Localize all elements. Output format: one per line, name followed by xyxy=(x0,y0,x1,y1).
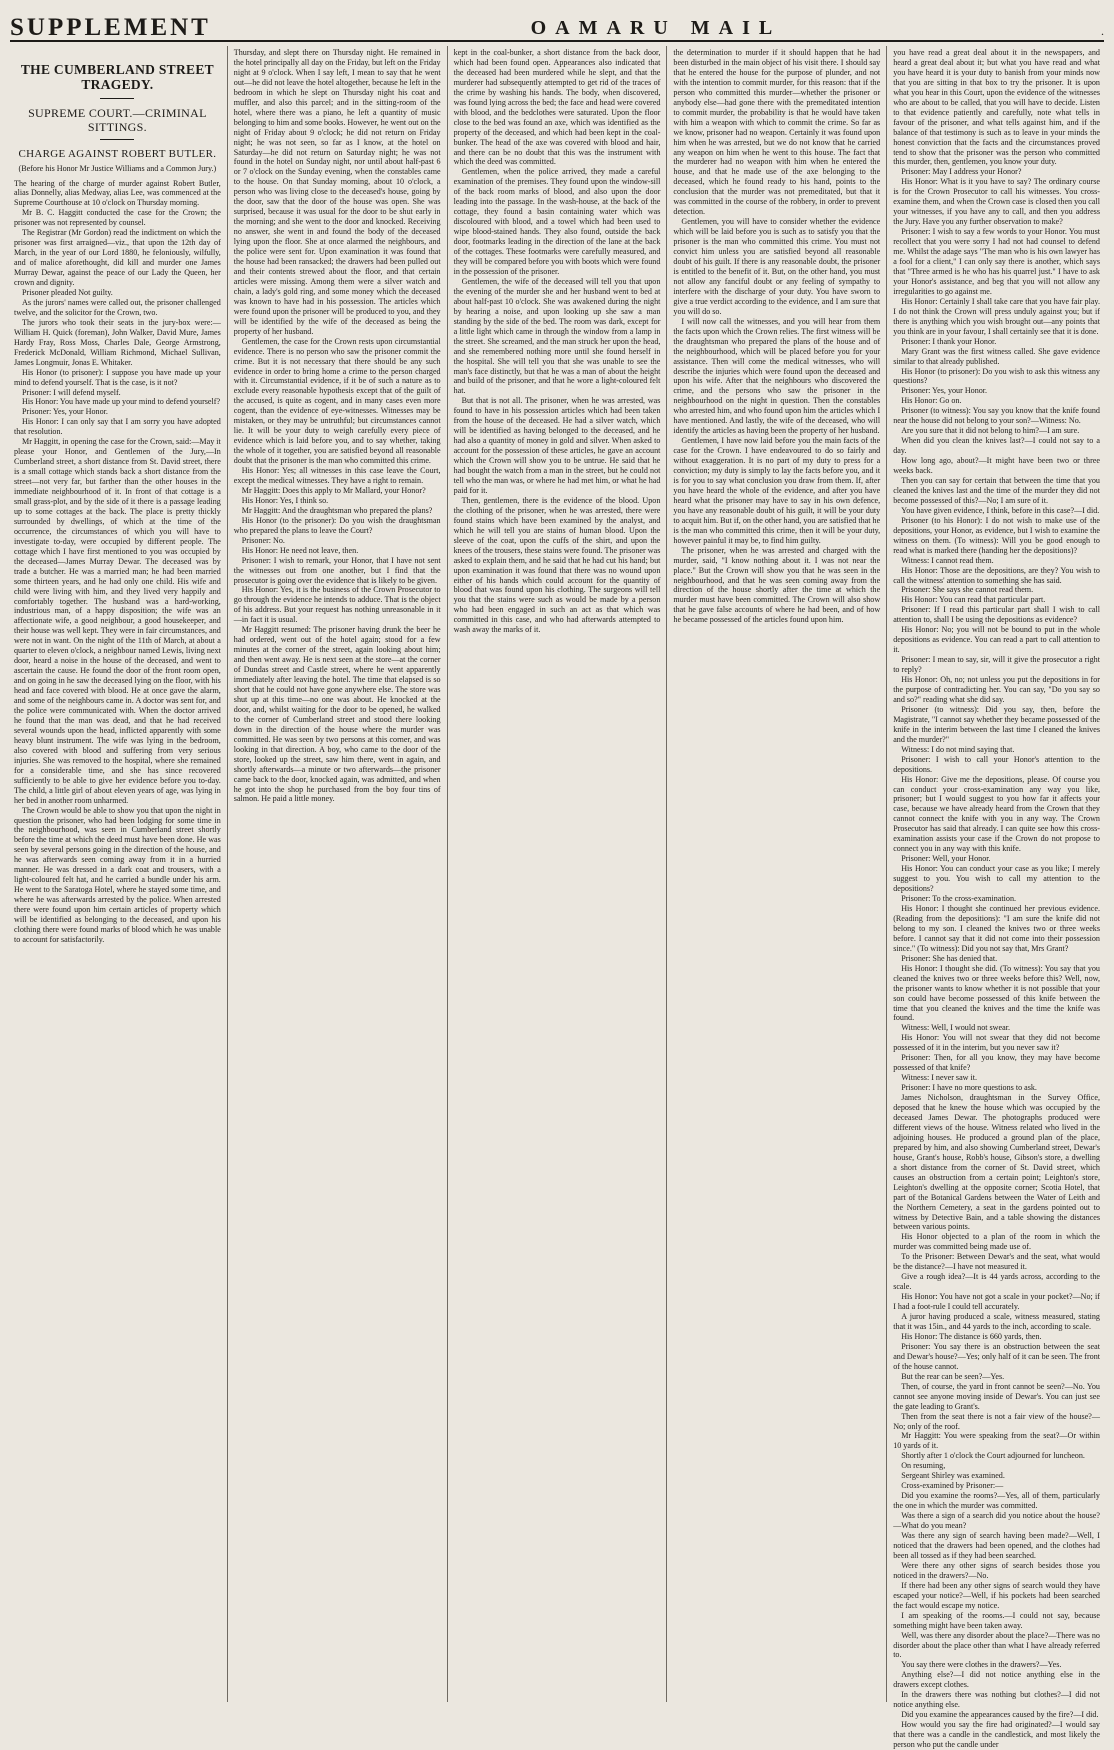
paragraph: His Honor: You will not swear that they did not become possessed of it in the interim, but you never saw it? xyxy=(893,1033,1100,1053)
newspaper-name: OAMARU MAIL xyxy=(530,17,782,39)
paragraph: Gentlemen, I have now laid before you the main facts of the case for the Crown. I have endeavoured to do so fairly and without exaggeration. It is no part of my duty to press for a conviction; my duty is simply to lay the facts before you, and it is for you to say what conclusion you draw from them. If, after you have heard the whole of the evidence, and after you have heard what the prisoner may have to say in his own defence, you have any reasonable doubt of his guilt, it will be your duty to acquit him. But if, on the other hand, you are satisfied that he is the man who committed this crime, then it will be your duty, however painful it may be, to find him guilty. xyxy=(673,436,881,545)
column-2 xyxy=(228,46,448,1702)
paragraph: His Honor: Go on. xyxy=(901,396,962,406)
paragraph: But the rear can be seen?—Yes. xyxy=(901,1371,1005,1381)
paragraph: The hearing of the charge of murder against Robert Butler, alias Donnelly, alias Medway, alias Lee, was commenced at the Supreme Courthouse at 10 o'clock on Thursday morning. xyxy=(14,178,221,208)
paragraph: His Honor: No; you will not be bound to put in the whole depositions as evidence. You can read a part to call attention to it. xyxy=(893,625,1100,655)
paragraph: Mary Grant was the first witness called. She gave evidence similar to that already published. xyxy=(893,346,1100,366)
paragraph: The prisoner, when he was arrested and charged with the murder, said, "I know nothing about it. I was not near the place." But the Crown will show you that he was seen in the neighbourhood, and that he was seen coming away from the direction of the house shortly after the time at which the murder must have been committed. The Crown will also show that he gave false accounts of where he had been, and of how he became possessed of the articles found upon him. xyxy=(673,545,881,625)
paragraph: Prisoner: She says she cannot read them. xyxy=(901,585,1034,595)
paragraph: I am speaking of the rooms.—I could not say, because something might have been taken away. xyxy=(893,1610,1100,1630)
title-rule xyxy=(100,98,134,99)
paragraph: Witness: I cannot read them. xyxy=(901,555,994,565)
masthead xyxy=(10,6,1104,42)
paragraph: the determination to murder if it should happen that he had been disturbed in the main object of his visit there. I should say that he entered the house for the purpose of plunder, and not with the intention to commit murder, for this reason: that if the person who committed this murder—whether the prisoner or anybody else—had gone there with the premeditated intention to commit murder, the probability is that he would have taken with him a weapon with which to commit the crime. So far as we know, prisoner had no weapon. Certainly it was found upon him when he was arrested, but we do not know that he carried any weapon on him when he went to this house. The fact that the murderer had no weapon with him when he entered the house, and that he made use of the axe belonging to the deceased, which he found ready to his hand, points to the conclusion that the murder was not premeditated, but that it was committed in the course of the robbery, in order to prevent detection. xyxy=(673,48,881,217)
paragraph: His Honor: What is it you have to say? The ordinary course is for the Crown Prosecutor to call his witnesses. You cross-examine them, and when the Crown case is closed then you call your witnesses, if you have any to call, and then you address the Jury. Have you any further observation to make? xyxy=(893,177,1100,227)
paragraph: Sergeant Shirley was examined. xyxy=(901,1471,1005,1481)
paragraph: Prisoner: She has denied that. xyxy=(901,953,998,963)
paragraph: Prisoner: Yes, your Honor. xyxy=(22,407,108,417)
paragraph: Mr Haggitt: Does this apply to Mr Mallard, your Honor? xyxy=(241,485,426,495)
paragraph: Were there any other signs of search besides those you noticed in the drawers?—No. xyxy=(893,1560,1100,1580)
supplement-title: SUPPLEMENT xyxy=(10,14,211,41)
paragraph: Prisoner: Then, for all you know, they may have become possessed of that knife? xyxy=(893,1053,1100,1073)
paragraph: Gentlemen, when the police arrived, they made a careful examination of the premises. They found upon the window-sill of the back room marks of blood, and also upon the door leading into the passage. In the wash-house, at the back of the cottage, they found a basin containing water which was discoloured with blood, and a towel which had been used to wipe blood-stained hands. They also found, outside the back door, footmarks leading in the direction of the lane at the back of the cottages. These footmarks were carefully measured, and they will be compared before you with boots which were found in the possession of the prisoner. xyxy=(453,167,661,276)
paragraph: Then, gentlemen, there is the evidence of the blood. Upon the clothing of the prisoner, when he was arrested, there were found stains which have been examined by the analyst, and which he will tell you are stains of human blood. Upon the sleeve of the coat, upon the cuffs of the shirt, and upon the knees of the trousers, these stains were found. The prisoner was asked to explain them, and he said that he had cut his hand; but upon examination it was found that there was no wound upon either of his hands which could account for the quantity of blood that was found upon his clothing. The surgeons will tell you that the stains were such as would be made by a person who had been engaged in such an act as that which was committed in this case, and who had afterwards attempted to wash away the marks of it. xyxy=(453,495,661,635)
paragraph: His Honor objected to a plan of the room in which the murder was committed being made use of. xyxy=(893,1232,1100,1252)
paragraph: Cross-examined by Prisoner:— xyxy=(901,1481,1004,1491)
paragraph: kept in the coal-bunker, a short distance from the back door, which had been found open. Appearances also indicated that the deceased had been murdered while he slept, and that the murderer had subsequently attempted to get rid of the traces of the crime by washing his hands. The body, when discovered, was found lying across the bed; the face and head were covered with blood, and the bedclothes were saturated. Upon the floor close to the bed was found an axe, which was identified as the property of the deceased, and which had been kept in the coal-bunker. The head of the axe was covered with blood and hair, and there can be no doubt that this was the instrument with which the deed was committed. xyxy=(453,48,661,167)
paragraph: His Honor: Oh, no; not unless you put the depositions in for the purpose of contradicting her. You can say, "Do you say so and so?" reading what she did say. xyxy=(893,675,1100,704)
paragraph: Gentlemen, you will have to consider whether the evidence which will be laid before you is such as to satisfy you that the prisoner is the man who committed this crime. You must not convict him unless you are satisfied beyond all reasonable doubt of his guilt. If there is any reasonable doubt, the prisoner is entitled to the benefit of it. But, on the other hand, you must not allow any fanciful doubt or any feeling of sympathy to interfere with the discharge of your duty. You have sworn to give a true verdict according to the evidence, and I am sure that you will do so. xyxy=(673,217,881,316)
paragraph: A juror having produced a scale, witness measured, stating that it was 15in., and 44 yards to the inch, according to scale. xyxy=(893,1312,1100,1331)
paragraph: But that is not all. The prisoner, when he was arrested, was found to have in his possession articles which had been taken from the house of the deceased. He had a silver watch, which will be identified as having belonged to the deceased, and he had also a quantity of money in gold and silver. When asked to account for the possession of these articles, he gave an account which the Crown will show you to be untrue. He said that he had bought the watch from a man in the street, but he could not tell who the man was, or where he had met him, or what he had paid for it. xyxy=(453,396,661,495)
paragraph: Prisoner (to witness): Did you say, then, before the Magistrate, "I cannot say whether they became possessed of the knife in the interim between the last time I cleaned the knives and the murder?" xyxy=(893,704,1100,744)
paragraph: Shortly after 1 o'clock the Court adjourned for luncheon. xyxy=(901,1451,1085,1461)
column-3 xyxy=(448,46,668,1702)
column-2-body xyxy=(234,48,441,804)
paragraph: Give a rough idea?—It is 44 yards across, according to the scale. xyxy=(893,1272,1100,1292)
paragraph: Then, of course, the yard in front cannot be seen?—No. You cannot see anyone moving inside of Dewar's. You can just see the gate leading to Grant's. xyxy=(893,1381,1100,1411)
paragraph: Well, was there any disorder about the place?—There was no disorder about the place other than what I have already referred to. xyxy=(893,1630,1100,1660)
paragraph: Witness: I never saw it. xyxy=(901,1073,978,1083)
court-heading: SUPREME COURT.—CRIMINAL SITTINGS. xyxy=(28,106,207,134)
paragraph: His Honor: You have not got a scale in your pocket?—No; if I had a foot-rule I could tell accurately. xyxy=(893,1292,1100,1312)
paragraph: Mr Haggitt resumed: The prisoner having drunk the beer he had ordered, went out of the hotel again; stood for a few minutes at the corner of the street, again looking about him; and then went away. He is next seen at the store—at the corner of Dundas street and Castle street, where he went apparently immediately after leaving the hotel. The time that elapsed is so short that he could not have gone anywhere else. The store was shut up at this time—no one was about. He knocked at the door, and, whilst waiting for the door to be opened, he walked to the corner of Cumberland street and stood there looking down in the direction of the house where the murder was committed. He was seen by two persons at this corner, and was looking in that direction. A boy, who came to the door of the store, looked up the street, saw him there, went in again, and shortly afterwards—a minute or two afterwards—the prisoner came back to the door, knocked again, was admitted, and when he got into the shop he purchased from the boy four tins of salmon. He paid a little money. xyxy=(233,625,441,804)
paragraph: Did you examine the rooms?—Yes, all of them, particularly the one in which the murder was committed. xyxy=(893,1491,1100,1511)
paragraph: Prisoner (to his Honor): I do not wish to make use of the depositions, your Honor, as evidence, but I wish to examine the witness on them. (To witness): Will you be good enough to read what is marked there (handing her the depositions)? xyxy=(893,515,1100,555)
paragraph: Prisoner: I mean to say, sir, will it give the prosecutor a right to reply? xyxy=(893,655,1100,675)
paragraph: Was there a sign of a search did you notice about the house?—What do you mean? xyxy=(893,1511,1100,1531)
paragraph: His Honor: You can read that particular part. xyxy=(901,595,1046,605)
paragraph: His Honor: I can only say that I am sorry you have adopted that resolution. xyxy=(14,417,221,437)
paragraph: His Honor: The distance is 660 yards, then. xyxy=(901,1331,1042,1341)
paragraph: Then from the seat there is not a fair view of the house?—No; only of the roof. xyxy=(893,1411,1100,1431)
paragraph: Did you examine the appearances caused by the fire?—I did. xyxy=(901,1710,1099,1720)
paragraph: Prisoner: Yes, your Honor. xyxy=(901,386,988,396)
paragraph: Prisoner: You say there is an obstruction between the seat and Dewar's house?—Yes; only half of it can be seen. The front of the house cannot. xyxy=(893,1341,1100,1371)
paragraph: Prisoner: If I read this particular part shall I wish to call attention to, shall I be using the depositions as evidence? xyxy=(893,605,1100,625)
paragraph: Was there any sign of search having been made?—Well, I noticed that the drawers had been opened, and the clothes had been all tossed as if they had been searched. xyxy=(893,1531,1100,1560)
paragraph: Witness: Well, I would not swear. xyxy=(901,1023,1010,1033)
charge-heading: CHARGE AGAINST ROBERT BUTLER. xyxy=(18,148,217,160)
paragraph: His Honor: Those are the depositions, are they? You wish to call the witness' attention to something she has said. xyxy=(893,565,1100,585)
paragraph: Gentlemen, the wife of the deceased will tell you that upon the evening of the murder she and her husband went to bed at about half-past 10 o'clock. She was awakened during the night by hearing a noise, and upon looking up she saw a man standing by the side of the bed. The room was dark, except for a little light which came in through the window from a lamp in the street. She screamed, and the man struck her upon the head, and she remembered nothing more until she found herself in the hospital. She will tell you that she was unable to see the man's face distinctly, but that he was a man of about the height and build of the prisoner, and that he wore a light-coloured felt hat. xyxy=(453,276,661,396)
paragraph: As the jurors' names were called out, the prisoner challenged twelve, and the solicitor for the Crown, two. xyxy=(14,297,221,317)
paragraph: You say there were clothes in the drawers?—Yes. xyxy=(901,1660,1062,1670)
paragraph: His Honor: Give me the depositions, please. Of course you can conduct your cross-examination any way you like, prisoner; but I would suggest to you how far it affects your case, because we have already heard from the Crown that they cannot connect the knife with you in any way. The Crown Prosecutor has said that already. I can quite see how this cross-examination assists your case if the Crown do not propose to connect you in any way with this knife. xyxy=(893,774,1100,854)
paragraph: Prisoner: No. xyxy=(241,535,285,545)
column-3-body xyxy=(454,48,661,635)
paragraph: His Honor: You can conduct your case as you like; I merely suggest to you. You wish to call my attention to the depositions? xyxy=(893,864,1100,894)
column-4-body xyxy=(673,48,880,625)
column-5-body xyxy=(893,48,1100,1750)
paragraph: Prisoner: I wish to call your Honor's attention to the depositions. xyxy=(893,754,1100,774)
paragraph: The jurors who took their seats in the jury-box were:—William H. Quick (foreman), John Walker, David Mure, James Hardy Fray, Ross Moss, Charles Dale, George Armstrong, Frederick McDonald, William Richmond, Michael Sullivan, James Longmuir, Jonas E. Whitaker. xyxy=(14,317,221,367)
court-rule xyxy=(100,139,134,140)
paragraph: Prisoner: Well, your Honor. xyxy=(901,854,991,864)
paragraph: Prisoner: I wish to remark, your Honor, that I have not sent the witnesses out from one another, but I find that the prosecutor is going over the evidence that is likely to be given. xyxy=(233,555,441,585)
paragraph: Anything else?—I did not notice anything else in the drawers except clothes. xyxy=(893,1670,1100,1690)
paragraph: Prisoner pleaded Not guilty. xyxy=(22,287,113,297)
columns xyxy=(8,46,1106,1750)
paragraph: His Honor: He need not leave, then. xyxy=(241,545,359,555)
paragraph: Prisoner: I wish to say a few words to your Honor. You must recollect that you were sorry I had not had counsel to defend me. Whilst the adage says "The man who is his own lawyer has a fool for a client," I can only say there is another, which says that "Three armed is he who has his quarrel just." I have to ask your Honor's assistance, and beg that you will not allow any irregularities to go against me. xyxy=(893,227,1100,296)
paragraph: If there had been any other signs of search would they have escaped your notice?—Well, if his pockets had been searched the fact would escape my notice. xyxy=(893,1580,1100,1610)
paragraph: When did you clean the knives last?—I could not say to a day. xyxy=(893,436,1100,456)
paragraph: His Honor (to prisoner): Do you wish to ask this witness any questions? xyxy=(893,366,1100,386)
paragraph: Mr Haggitt, in opening the case for the Crown, said:—May it please your Honor, and Gentlemen of the Jury,—In Cumberland street, a short distance from St. David street, there is a small cottage which stands back a short distance from the street—not very far, but farther than the other houses in the immediate neighbourhood of it. In front of that cottage is a small grass-plot, and by the side of it there is a passage leading up to some cottages at the back. The place is pretty thickly surrounded by dwellings, of which at the time of the occurrence, the circumstances of which you will have to investigate to-day, were occupied by different people. The cottage which I have first mentioned to you was occupied by the deceased—James Murray Dewar. The deceased was by trade a butcher. He was a married man; he had been married some thirteen years, and he had only one child. His wife and child were living with him, and they lived very happily and comfortably together. The husband was a hard-working, industrious man, of a happy disposition; the wife was an affectionate wife, a good neighbour, a good housekeeper, and their house was well kept. They were in fair circumstances, and were not in want. On the night of the 11th of March, at about a quarter to eleven o'clock, a neighbour named Lewis, living next door, heard a noise in the house of the deceased, and went to ascertain the cause. He found the door of the front room open, and on going in he saw the deceased lying on the floor, with his head and face covered with blood. He at once gave the alarm, and some of the neighbours came in. A doctor was sent for, and the police were communicated with. When the doctor arrived he found that the man was dead, and that he had received several wounds upon the head, inflicted apparently with some heavy blunt instrument. The wife was lying in the bedroom, also covered with blood and suffering from very serious injuries. She was removed to the hospital, where she remained for a considerable time, and she has since recovered sufficiently to be able to give her evidence before you to-day. The child, a little girl of about eleven years of age, was lying in her bed in another room unharmed. xyxy=(14,437,221,805)
column-4 xyxy=(667,46,887,1702)
column-5 xyxy=(887,46,1106,1750)
paragraph: His Honor: I thought she did. (To witness): You say that you cleaned the knives two or three weeks before this? Well, now, the prisoner wants to know whether it is not possible that your son could have become possessed of this knife between the time that you cleaned the knives and the time the knife was found. xyxy=(893,963,1100,1023)
paragraph: How long ago, about?—It might have been two or three weeks back. xyxy=(893,456,1100,476)
paragraph: Mr Haggitt: You were speaking from the seat?—Or within 10 yards of it. xyxy=(893,1431,1100,1451)
paragraph: Then you can say for certain that between the time that you cleaned the knives last and the time of the murder they did not become possessed of this?—No; I am sure of it. xyxy=(893,475,1100,505)
paragraph: His Honor: Certainly I shall take care that you have fair play. I do not think the Crown will press unduly against you; but if there is anything which you wish brought out—any points that you think are in your favour, I shall certainly see that it is done. xyxy=(893,296,1100,336)
paragraph: Mr B. C. Haggitt conducted the case for the Crown; the prisoner was not represented by counsel. xyxy=(14,208,221,228)
paragraph: Gentlemen, the case for the Crown rests upon circumstantial evidence. There is no person who saw the prisoner commit the crime. But it is not necessary that there should be any such evidence in order to bring home a crime to the person charged with it. Circumstantial evidence, if it be of such a nature as to exclude every reasonable hypothesis except that of the guilt of the accused, is quite as cogent, and in many cases even more cogent, than the evidence of eye-witnesses. Witnesses may be mistaken, or they may be untruthful; but circumstances cannot lie. It will be your duty to weigh carefully every piece of evidence which is laid before you, and to say whether, taking the whole of it together, you are satisfied beyond all reasonable doubt that the prisoner is the man who committed this crime. xyxy=(233,336,441,466)
paragraph: Prisoner: May I address your Honor? xyxy=(901,167,1022,177)
column-1 xyxy=(8,46,228,1702)
paragraph: You have given evidence, I think, before in this case?—I did. xyxy=(901,505,1100,515)
paragraph: Prisoner: I will defend myself. xyxy=(22,387,121,397)
paragraph: The Crown would be able to show you that upon the night in question the prisoner, who had been lodging for some time in the neighbourhood, was seen in Cumberland street shortly before the time at which the deed must have been done. He was seen by several persons going in the direction of the house, and he was afterwards seen coming away from it in a hurried manner. He was dressed in a dark coat and trousers, with a light-coloured felt hat, and he carried a bundle under his arm. He went to the Saratoga Hotel, where he stayed some time, and where he was afterwards arrested by the police. When arrested there were found upon him certain articles of property which will be identified as belonging to the deceased, and upon his clothing there were found marks of blood which he was unable to account for satisfactorily. xyxy=(14,805,221,944)
paragraph: Witness: I do not mind saying that. xyxy=(901,744,1015,754)
paragraph: I will now call the witnesses, and you will hear from them the facts upon which the Crown relies. The first witness will be the draughtsman who prepared the plans of the house and of the neighbourhood, which will be placed before you for your assistance. Then will come the medical witnesses, who will describe the injuries which were found upon the deceased and upon his wife. After that the neighbours who discovered the crime, and the persons who saw the prisoner in the neighbourhood on the night in question. Then the constables who arrested him, and who found upon him the articles which I have mentioned. And lastly, the wife of the deceased, who will identify the articles as having been the property of her husband. xyxy=(673,316,881,436)
paragraph: His Honor: Yes, it is the business of the Crown Prosecutor to go through the evidence he intends to adduce. That is the object of his address. But your request has nothing unreasonable in it—in fact it is usual. xyxy=(233,585,441,625)
paragraph: His Honor: You have made up your mind to defend yourself? xyxy=(22,397,221,407)
paragraph: His Honor: Yes; all witnesses in this case leave the Court, except the medical witnesses. They have a right to remain. xyxy=(233,466,441,485)
masthead-mark: . xyxy=(1100,24,1104,38)
paragraph: How would you say the fire had originated?—I would say that there was a candle in the candlestick, and most likely the person who put the candle under xyxy=(893,1720,1100,1750)
paragraph: On resuming, xyxy=(901,1461,946,1471)
paragraph: Prisoner: I thank your Honor. xyxy=(901,336,997,346)
paragraph: Mr Haggitt: And the draughtsman who prepared the plans? xyxy=(241,505,433,515)
paragraph: Prisoner: I have no more questions to ask. xyxy=(901,1083,1037,1093)
paragraph: The Registrar (Mr Gordon) read the indictment on which the prisoner was first arraigned—viz., that upon the 12th day of March, in the year of our Lord 1880, he feloniously, wilfully, and of malice aforethought, did kill and murder one James Murray Dewar, against the peace of our Lady the Queen, her crown and dignity. xyxy=(14,228,221,288)
bench-note: (Before his Honor Mr Justice Williams and a Common Jury.) xyxy=(18,163,217,173)
paragraph: His Honor (to prisoner): I suppose you have made up your mind to defend yourself. That is the case, is it not? xyxy=(14,367,221,387)
paragraph: To the Prisoner: Between Dewar's and the seat, what would be the distance?—I have not measured it. xyxy=(893,1252,1100,1272)
paragraph: Thursday, and slept there on Thursday night. He remained in the hotel principally all day on the Friday, but left on the Friday night at 9 o'clock. When I say left, I mean to say that he went out—he did not leave the hotel altogether, because he left in the bedroom in which he slept on Thursday night his coat and muffler, and also this parcel; and in the sitting-room of the hotel, where there was a piano, he left a quantity of music belonging to him and some books. However, he went out on the night of Friday about 9 o'clock; he did not return on Friday night; he was not seen, so far as I know, at the hotel on Saturday—he did not return on Saturday night; he was not found in the hotel on Sunday night, nor until about half-past 6 or 7 o'clock on the Sunday evening, when the constables came to the house. On that Sunday morning, about 10 o'clock, a person who was living close to the deceased's house, going by the door, saw that the door of the house was open. She was surprised, because it was usual for the door to be shut early in the morning; and she went to the door and knocked. Receiving no answer, she went in and found the body of the deceased lying upon the floor. She at once alarmed the neighbours, and the police were sent for. Upon examination it was found that the house had been ransacked; the drawers had been pulled out and their contents strewed about the floor, and that certain articles were missing. Among them were a silver watch and chain, a lady's gold ring, and some money which the deceased was known to have had in his possession. The articles which were found upon the prisoner will be produced to you, and they will be identified by the wife of the deceased as being the property of her husband. xyxy=(233,48,441,336)
paragraph: Prisoner (to witness): You say you know that the knife found near the house did not belong to your son?—Witness: No. xyxy=(893,406,1100,426)
column-1-body xyxy=(14,179,221,945)
paragraph: Prisoner: To the cross-examination. xyxy=(901,894,1017,904)
article-title: THE CUMBERLAND STREET TRAGEDY. xyxy=(20,62,214,92)
paragraph: His Honor: I thought she continued her previous evidence. (Reading from the depositions): "I am sure the knife did not belong to my son. I cleaned the knives two or three weeks before. I cannot say that it did not come into their possession since." (To witness): Did you not say that, Mrs Grant? xyxy=(893,903,1100,953)
paragraph: you have read a great deal about it in the newspapers, and heard a great deal about it; but what you have read and what you have heard it is your duty to banish from your minds now that you are sitting in that box to try the prisoner. It is upon what you hear in this Court, upon the evidence of the witnesses who are about to be called, that you will have to decide. Listen to that evidence patiently and carefully, note what tells in favour of the prisoner, and what tells against him, and if the balance of that testimony is such as to leave in your minds the honest conviction that the facts and the circumstances proved tend to show that the prisoner was the person who committed this murder, then, gentlemen, you know your duty. xyxy=(893,48,1100,167)
paragraph: His Honor: Yes, I think so. xyxy=(241,495,329,505)
paragraph: His Honor (to the prisoner): Do you wish the draughtsman who prepared the plans to leave the Court? xyxy=(233,515,441,535)
paragraph: In the drawers there was nothing but clothes?—I did not notice anything else. xyxy=(893,1690,1100,1710)
paragraph: Are you sure that it did not belong to him?—I am sure. xyxy=(901,426,1080,436)
paragraph: James Nicholson, draughtsman in the Survey Office, deposed that he knew the house which was occupied by the deceased James Dewar. The photographs produced were different views of the house. Witness related who lived in the adjoining houses. He produced a ground plan of the place, prepared by him, and also showing Cumberland street, Dewar's house, Grant's house, Robb's house, Gibson's store, a dwelling a short distance from the corner of St. David street, which causes an obstruction from a certain point; Leighton's store, Leighton's dwelling at the opposite corner; Scotia Hotel, that part of the Botanical Gardens between the Water of Leith and the Northern Cemetery, a seat in the gardens pointed out to witness by Detective Bain, and a table showing the distances between various points. xyxy=(893,1093,1100,1232)
